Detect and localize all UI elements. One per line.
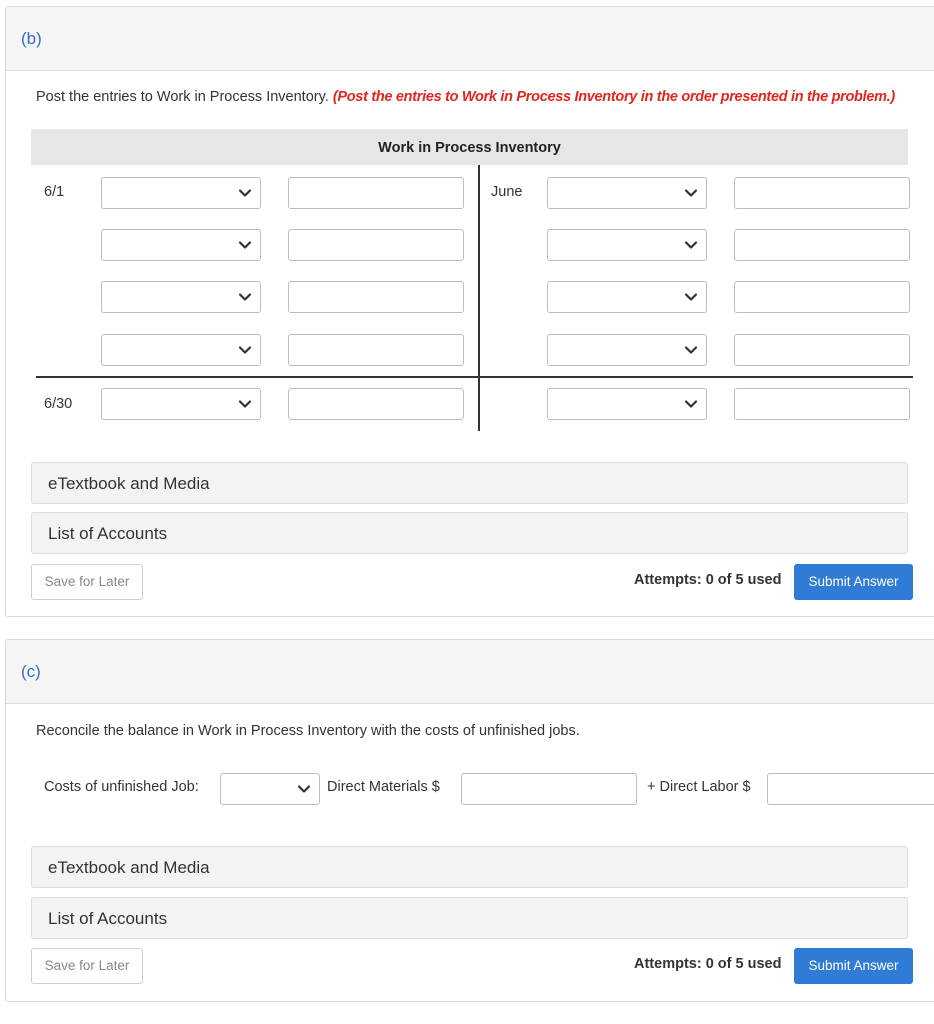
- save-for-later-button-c[interactable]: Save for Later: [31, 948, 143, 984]
- balance-amount-input[interactable]: [288, 388, 464, 420]
- direct-labor-label: + Direct Labor $: [647, 779, 751, 795]
- costs-unfinished-job-label: Costs of unfinished Job:: [44, 779, 199, 795]
- credit-amount-input-5[interactable]: [734, 388, 910, 420]
- direct-materials-input[interactable]: [461, 773, 637, 805]
- part-c-instruction: Reconcile the balance in Work in Process Inventory with the costs of unfinished jobs.: [36, 723, 580, 739]
- credit-account-select-3[interactable]: [547, 281, 707, 313]
- debit-account-select-2[interactable]: [101, 229, 261, 261]
- date-6-30: 6/30: [44, 396, 73, 412]
- instruction-emphasis: (Post the entries to Work in Process Inventory in the order presented in the problem.): [332, 89, 895, 105]
- chevron-down-icon: [238, 290, 252, 304]
- date-6-1: 6/1: [44, 184, 65, 200]
- submit-answer-button[interactable]: Submit Answer: [794, 564, 913, 600]
- credit-amount-input-1[interactable]: [734, 177, 910, 209]
- credit-amount-input-3[interactable]: [734, 281, 910, 313]
- credit-account-select-4[interactable]: [547, 334, 707, 366]
- date-june: June: [491, 184, 523, 200]
- etextbook-media-accordion[interactable]: eTextbook and Media: [31, 462, 908, 504]
- direct-materials-label: Direct Materials $: [327, 779, 440, 795]
- save-for-later-button[interactable]: Save for Later: [31, 564, 143, 600]
- credit-amount-input-2[interactable]: [734, 229, 910, 261]
- submit-answer-button-c[interactable]: Submit Answer: [794, 948, 913, 984]
- debit-account-select-4[interactable]: [101, 334, 261, 366]
- part-b-label: (b): [21, 29, 42, 48]
- t-account-title: Work in Process Inventory: [31, 129, 908, 165]
- etextbook-media-accordion-c[interactable]: eTextbook and Media: [31, 846, 908, 888]
- chevron-down-icon: [684, 290, 698, 304]
- chevron-down-icon: [238, 343, 252, 357]
- debit-amount-input-1[interactable]: [288, 177, 464, 209]
- t-account-vertical-line: [478, 165, 480, 431]
- debit-amount-input-2[interactable]: [288, 229, 464, 261]
- chevron-down-icon: [684, 397, 698, 411]
- debit-account-select-3[interactable]: [101, 281, 261, 313]
- debit-account-select-1[interactable]: [101, 177, 261, 209]
- list-of-accounts-accordion-c[interactable]: List of Accounts: [31, 897, 908, 939]
- list-of-accounts-accordion[interactable]: List of Accounts: [31, 512, 908, 554]
- chevron-down-icon: [238, 397, 252, 411]
- chevron-down-icon: [238, 238, 252, 252]
- balance-account-select[interactable]: [101, 388, 261, 420]
- chevron-down-icon: [684, 186, 698, 200]
- part-c-label: (c): [21, 662, 41, 681]
- attempts-counter: Attempts: 0 of 5 used: [634, 572, 782, 588]
- part-b-instruction: Post the entries to Work in Process Inventory. (Post the entries to Work in Process Inventory in the order presented in the problem.): [36, 89, 895, 105]
- direct-labor-input[interactable]: [767, 773, 934, 805]
- credit-amount-input-4[interactable]: [734, 334, 910, 366]
- attempts-counter-c: Attempts: 0 of 5 used: [634, 956, 782, 972]
- chevron-down-icon: [238, 186, 252, 200]
- debit-amount-input-4[interactable]: [288, 334, 464, 366]
- part-b-header: [6, 7, 934, 71]
- part-c-header: [6, 640, 934, 704]
- t-account-balance-line: [36, 376, 913, 378]
- credit-account-select-5[interactable]: [547, 388, 707, 420]
- chevron-down-icon: [684, 238, 698, 252]
- credit-account-select-2[interactable]: [547, 229, 707, 261]
- unfinished-job-select[interactable]: [220, 773, 320, 805]
- chevron-down-icon: [684, 343, 698, 357]
- debit-amount-input-3[interactable]: [288, 281, 464, 313]
- credit-account-select-1[interactable]: [547, 177, 707, 209]
- chevron-down-icon: [297, 782, 311, 796]
